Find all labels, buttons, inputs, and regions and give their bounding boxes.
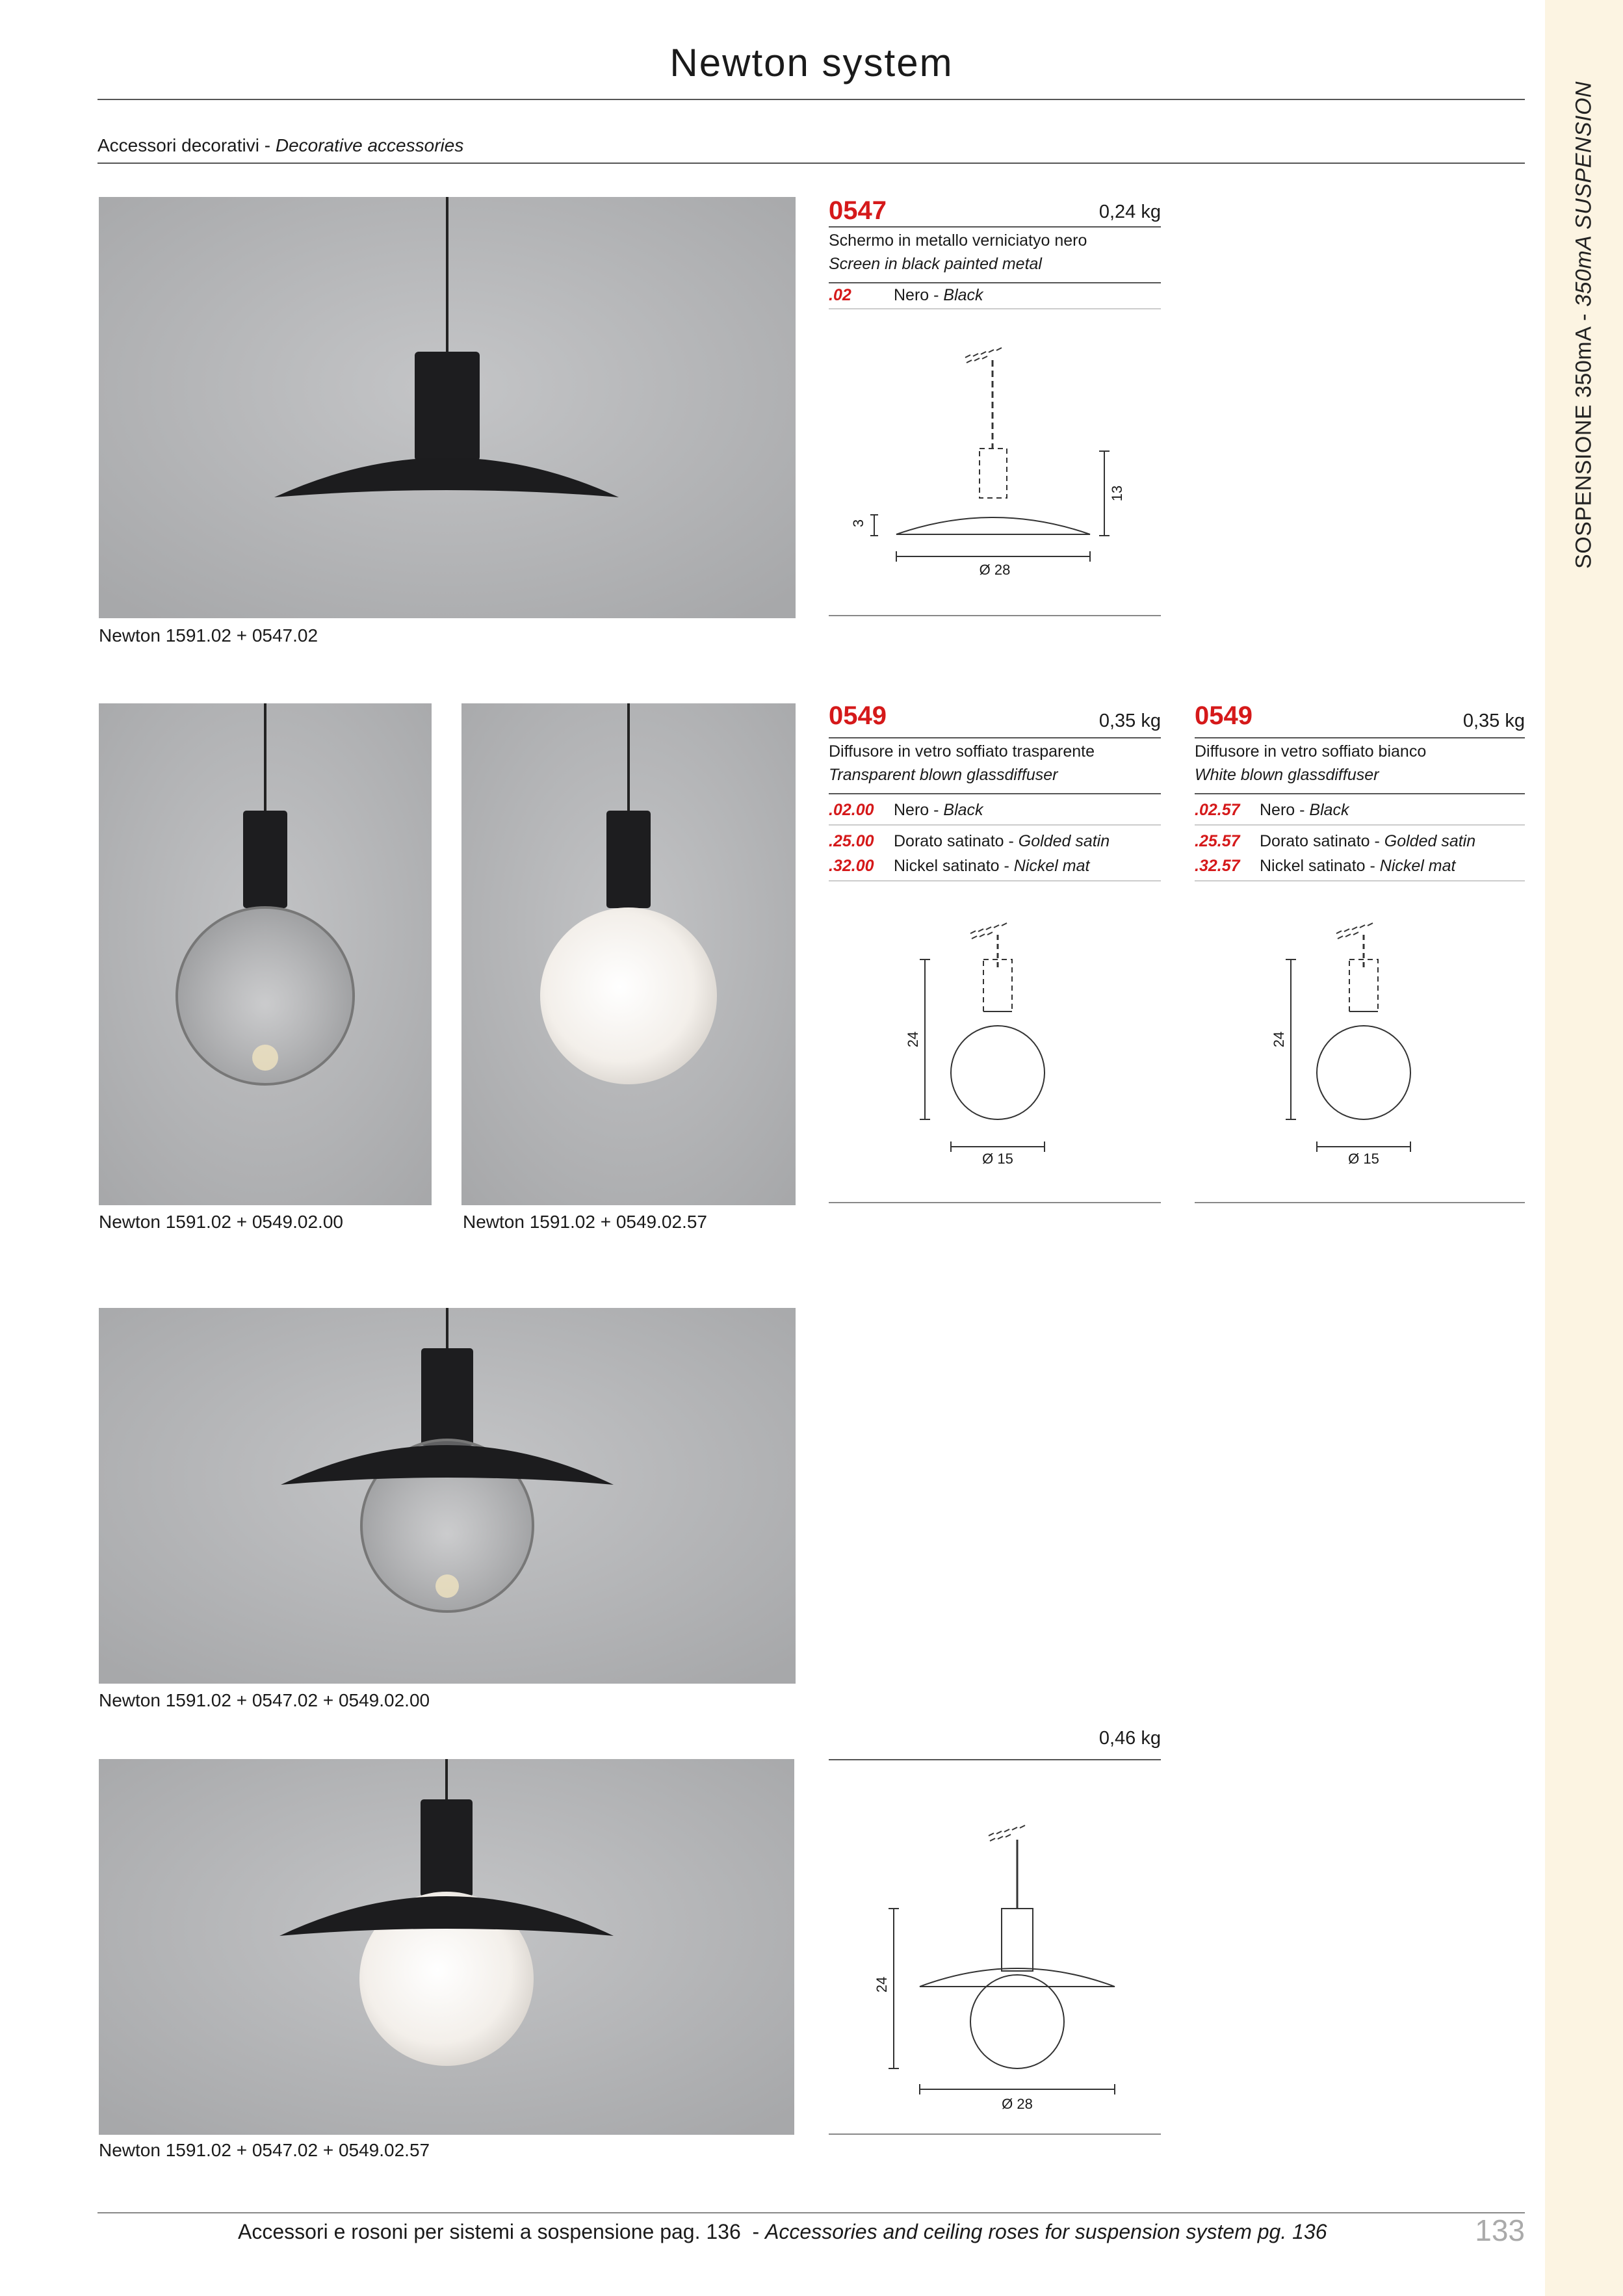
footer-cross-reference: Accessori e rosoni per sistemi a sospensione pag. 136 - Accessories and ceiling roses for suspension system pg. 136	[238, 2220, 1327, 2243]
photo-caption: Newton 1591.02 + 0547.02 + 0549.02.00	[99, 1690, 430, 1710]
variant-row: .02.00 Nero - Black	[829, 801, 983, 819]
variant-row: .32.57 Nickel satinato - Nickel mat	[1195, 857, 1456, 875]
product-code: 0549	[1195, 701, 1253, 730]
dimension-height: 24	[1271, 1031, 1288, 1048]
variant-row: .02 Nero - Black	[829, 286, 983, 304]
spec-bottom-rule	[829, 2133, 1161, 2135]
dimension-height: 24	[874, 1976, 890, 1993]
photo-caption: Newton 1591.02 + 0547.02	[99, 625, 318, 646]
product-weight: 0,35 kg	[1098, 711, 1161, 731]
spec-rule	[829, 880, 1161, 881]
product-weight: 0,35 kg	[1462, 711, 1525, 731]
variant-row: .02.57 Nero - Black	[1195, 801, 1349, 819]
technical-drawing-combo	[829, 1781, 1161, 2119]
spec-rule	[1195, 737, 1525, 738]
dimension-height: 24	[905, 1031, 922, 1048]
photo-caption: Newton 1591.02 + 0549.02.57	[463, 1212, 707, 1232]
dimension-thickness: 3	[850, 519, 867, 528]
spec-rule	[829, 308, 1161, 309]
photo-caption: Newton 1591.02 + 0547.02 + 0549.02.57	[99, 2140, 430, 2160]
technical-drawing-0549-white	[1195, 897, 1525, 1177]
spec-bottom-rule	[1195, 1202, 1525, 1203]
product-code: 0549	[829, 701, 887, 730]
technical-drawing-0547	[829, 319, 1161, 592]
sidebar-label: SOSPENSIONE 350mA - 350mA SUSPENSION	[1571, 81, 1596, 569]
product-photo-0547	[99, 197, 796, 618]
variant-row: .25.00 Dorato satinato - Golded satin	[829, 832, 1110, 850]
header-rule	[97, 99, 1525, 100]
product-photo-0549-clear	[99, 703, 432, 1205]
section-rule	[97, 163, 1525, 164]
product-photo-0549-white	[461, 703, 796, 1205]
dimension-diameter: Ø 28	[979, 562, 1011, 578]
product-description: Schermo in metallo verniciatyo nero Screen in black painted metal	[829, 231, 1087, 273]
dimension-diameter: Ø 28	[1002, 2096, 1033, 2112]
spec-rule	[829, 737, 1161, 738]
spec-rule	[829, 793, 1161, 794]
spec-rule	[829, 824, 1161, 826]
spec-rule	[1195, 793, 1525, 794]
spec-bottom-rule	[829, 615, 1161, 616]
spec-rule	[829, 226, 1161, 228]
dimension-height: 13	[1109, 485, 1126, 502]
product-weight: 0,24 kg	[1098, 202, 1161, 222]
product-photo-combo-white	[99, 1759, 794, 2135]
photo-caption: Newton 1591.02 + 0549.02.00	[99, 1212, 343, 1232]
product-description: Diffusore in vetro soffiato trasparente Transparent blown glassdiffuser	[829, 742, 1095, 784]
page-number: 133	[1475, 2213, 1525, 2247]
variant-row: .32.00 Nickel satinato - Nickel mat	[829, 857, 1090, 875]
footer-rule	[97, 2212, 1525, 2213]
product-code: 0547	[829, 196, 887, 225]
spec-rule	[829, 1759, 1161, 1760]
spec-rule	[829, 282, 1161, 283]
spec-bottom-rule	[829, 1202, 1161, 1203]
spec-rule	[1195, 880, 1525, 881]
product-description: Diffusore in vetro soffiato bianco White blown glassdiffuser	[1195, 742, 1427, 784]
dimension-diameter: Ø 15	[982, 1151, 1013, 1167]
product-photo-combo-clear	[99, 1308, 796, 1684]
technical-drawing-0549-clear	[829, 897, 1161, 1177]
section-label: Accessori decorativi - Decorative accessories	[97, 135, 464, 155]
page-title: Newton system	[669, 41, 954, 85]
product-weight: 0,46 kg	[1098, 1728, 1161, 1749]
spec-rule	[1195, 824, 1525, 826]
variant-row: .25.57 Dorato satinato - Golded satin	[1195, 832, 1476, 850]
dimension-diameter: Ø 15	[1348, 1151, 1379, 1167]
